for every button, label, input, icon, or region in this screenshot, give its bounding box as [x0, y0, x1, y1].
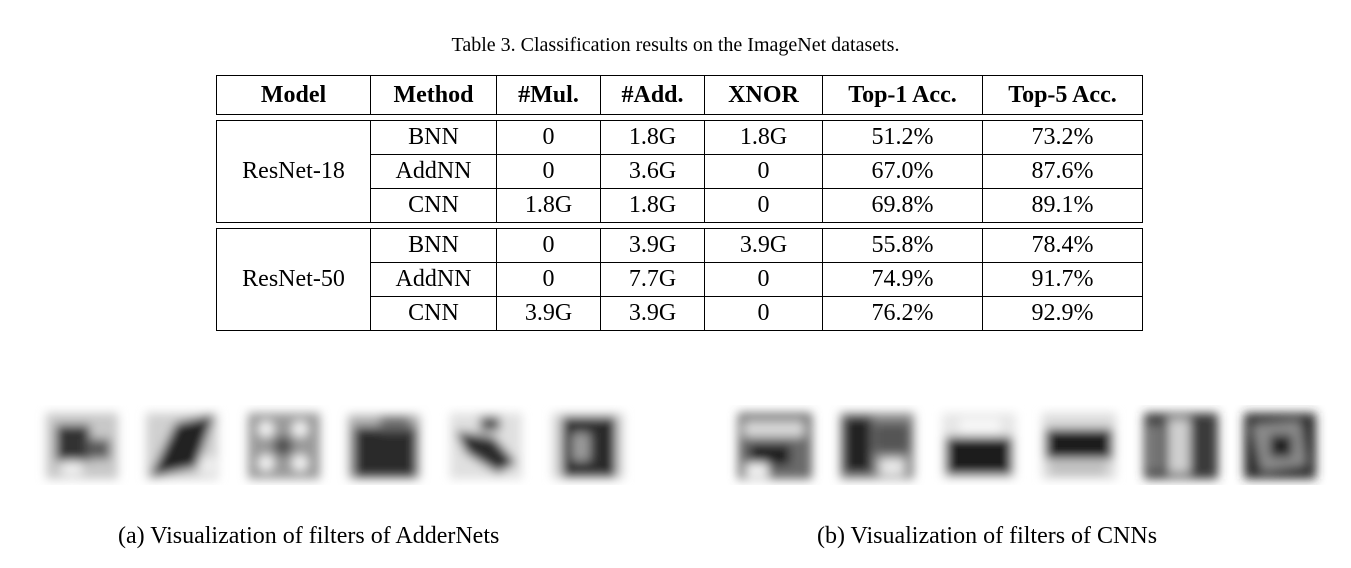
table-row: [217, 229, 1143, 263]
addernet-filter-3: [248, 413, 320, 479]
model-cell: ResNet-18: [217, 121, 371, 223]
cnn-filter-3: [942, 413, 1016, 479]
cnn-filter-6: [1244, 413, 1316, 479]
top1-cell: 67.0%: [823, 155, 983, 189]
table-caption: Table 3. Classification results on the ImageNet datasets.: [451, 34, 900, 56]
subcaption-b: (b) Visualization of filters of CNNs: [817, 523, 1158, 549]
cnn-filter-1: [738, 413, 812, 479]
add-cell: 3.6G: [601, 155, 705, 189]
addernet-filter-1: [46, 413, 118, 479]
addernet-filter-4: [348, 415, 420, 479]
addernet-filter-2: [146, 413, 218, 479]
header-add: #Add.: [601, 76, 705, 115]
top5-cell: 89.1%: [983, 189, 1143, 223]
table-row: [217, 121, 1143, 155]
top5-cell: 87.6%: [983, 155, 1143, 189]
method-cell: BNN: [371, 229, 497, 263]
top5-cell: 92.9%: [983, 297, 1143, 331]
xnor-cell: 1.8G: [705, 121, 823, 155]
header-model: Model: [217, 76, 371, 115]
cnn-filter-4: [1042, 413, 1116, 479]
filter-visualizations: [0, 405, 1351, 485]
cnn-filter-2: [840, 413, 914, 479]
top1-cell: 51.2%: [823, 121, 983, 155]
xnor-cell: 0: [705, 263, 823, 297]
mul-cell: 3.9G: [497, 297, 601, 331]
xnor-cell: 3.9G: [705, 229, 823, 263]
header-top5: Top-5 Acc.: [983, 76, 1143, 115]
mul-cell: 1.8G: [497, 189, 601, 223]
method-cell: BNN: [371, 121, 497, 155]
xnor-cell: 0: [705, 297, 823, 331]
results-table: [216, 75, 1143, 331]
mul-cell: 0: [497, 121, 601, 155]
top1-cell: 76.2%: [823, 297, 983, 331]
top5-cell: 78.4%: [983, 229, 1143, 263]
header-xnor: XNOR: [705, 76, 823, 115]
mul-cell: 0: [497, 263, 601, 297]
top1-cell: 74.9%: [823, 263, 983, 297]
cnn-filter-5: [1144, 413, 1218, 479]
add-cell: 7.7G: [601, 263, 705, 297]
addernet-filter-6: [552, 413, 624, 479]
mul-cell: 0: [497, 155, 601, 189]
add-cell: 3.9G: [601, 229, 705, 263]
addernet-filter-5: [450, 413, 522, 479]
add-cell: 1.8G: [601, 189, 705, 223]
header-mul: #Mul.: [497, 76, 601, 115]
add-cell: 3.9G: [601, 297, 705, 331]
top5-cell: 91.7%: [983, 263, 1143, 297]
top1-cell: 69.8%: [823, 189, 983, 223]
method-cell: CNN: [371, 297, 497, 331]
method-cell: AddNN: [371, 155, 497, 189]
model-cell: ResNet-50: [217, 229, 371, 331]
add-cell: 1.8G: [601, 121, 705, 155]
mul-cell: 0: [497, 229, 601, 263]
top5-cell: 73.2%: [983, 121, 1143, 155]
header-top1: Top-1 Acc.: [823, 76, 983, 115]
xnor-cell: 0: [705, 189, 823, 223]
method-cell: AddNN: [371, 263, 497, 297]
top1-cell: 55.8%: [823, 229, 983, 263]
xnor-cell: 0: [705, 155, 823, 189]
subcaption-a: (a) Visualization of filters of AdderNets: [118, 523, 500, 549]
table-header-row: [217, 76, 1143, 115]
header-method: Method: [371, 76, 497, 115]
method-cell: CNN: [371, 189, 497, 223]
